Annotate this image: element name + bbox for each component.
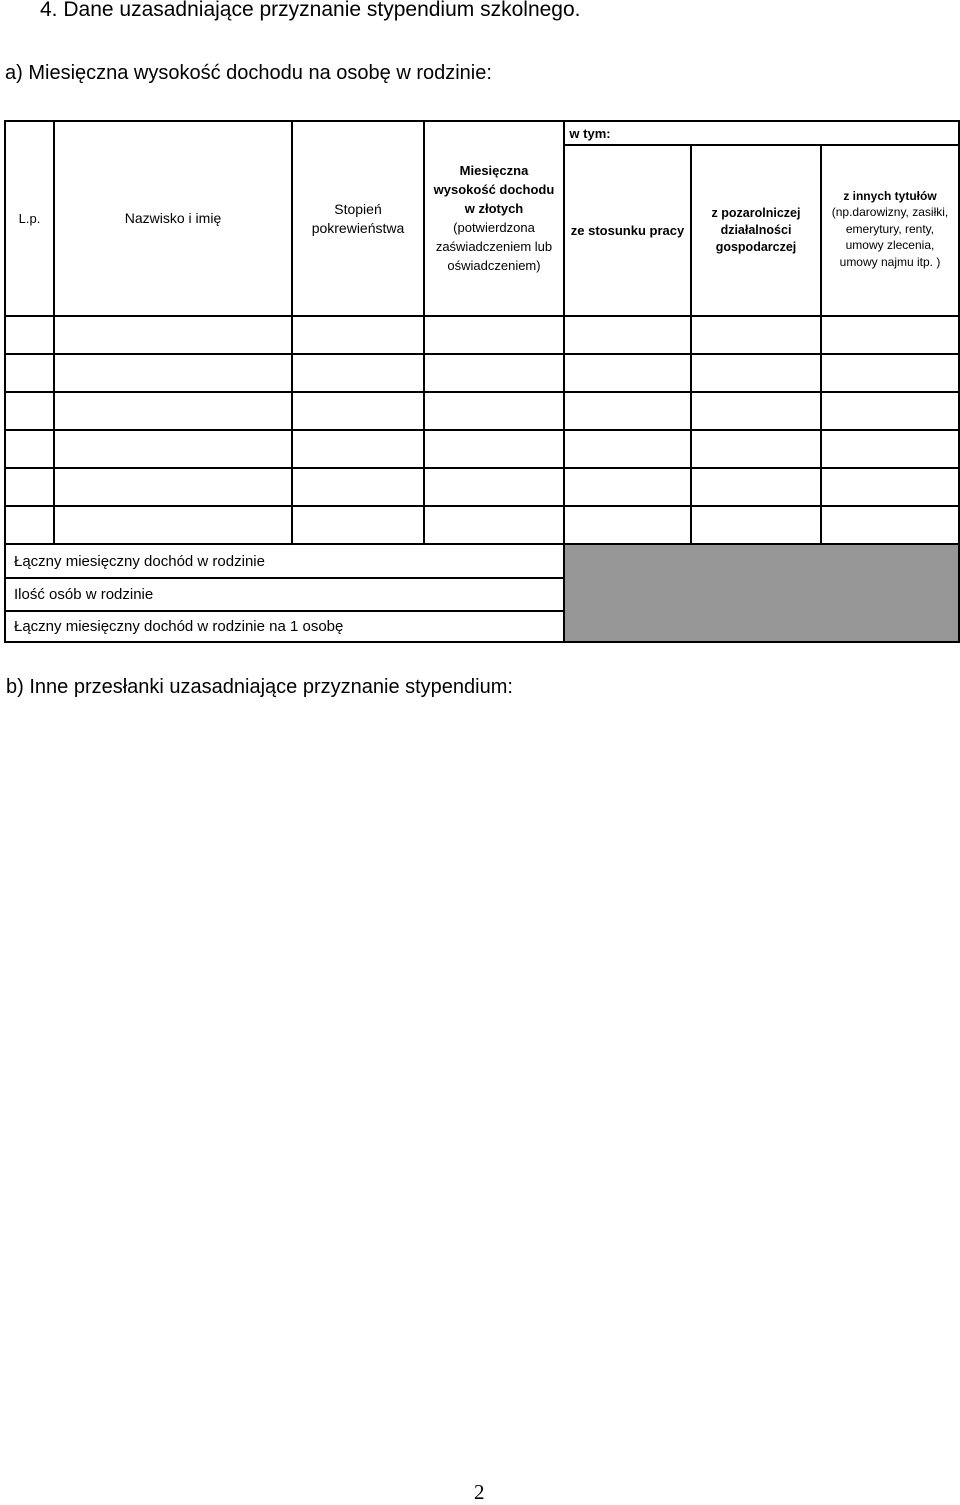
table-row[interactable] bbox=[6, 355, 958, 391]
header-other-line2: (np.darowizny, zasiłki, bbox=[831, 205, 949, 220]
table-line bbox=[5, 641, 960, 643]
header-relation bbox=[293, 122, 423, 315]
table-row[interactable] bbox=[6, 507, 958, 543]
header-business-line1: z pozarolniczej bbox=[711, 206, 801, 220]
header-lp bbox=[6, 198, 53, 238]
summary-total-income-label: Łączny miesięczny dochód w rodzinie bbox=[14, 552, 265, 570]
group-header-cell bbox=[565, 122, 615, 144]
header-business-line2: działalności bbox=[720, 223, 792, 237]
header-income-line1: Miesięczna bbox=[459, 163, 529, 178]
header-other-line1: z innych tytułów bbox=[843, 188, 937, 203]
header-income bbox=[425, 158, 563, 278]
table-row[interactable] bbox=[6, 393, 958, 429]
header-employment-label: ze stosunku pracy bbox=[570, 223, 685, 238]
summary-income-per-person-label: Łączny miesięczny dochód w rodzinie na 1 osobę bbox=[14, 618, 344, 635]
group-header-label: w tym: bbox=[569, 125, 611, 141]
summary-family-size bbox=[6, 579, 563, 610]
header-name bbox=[55, 122, 291, 315]
header-other bbox=[822, 184, 958, 274]
shaded-area bbox=[565, 544, 960, 642]
summary-total-income bbox=[6, 545, 563, 577]
header-other-line3: emerytury, renty, bbox=[845, 221, 935, 236]
header-income-line3: w złotych bbox=[464, 201, 524, 216]
header-relation-line1: Stopień bbox=[334, 200, 382, 217]
table-row[interactable] bbox=[6, 431, 958, 467]
table-row[interactable] bbox=[6, 317, 958, 353]
page-number: 2 bbox=[474, 1480, 485, 1504]
header-income-line6: oświadczeniem) bbox=[447, 258, 541, 273]
header-income-line5: zaświadczeniem lub bbox=[435, 239, 553, 254]
section-b-heading: b) Inne przesłanki uzasadniające przyznanie stypendium: bbox=[6, 676, 513, 698]
header-relation-line2: pokrewieństwa bbox=[311, 219, 405, 236]
summary-income-per-person bbox=[6, 612, 563, 641]
header-employment bbox=[565, 146, 690, 315]
header-other-line5: umowy najmu itp. ) bbox=[839, 254, 941, 269]
header-business bbox=[692, 146, 820, 315]
income-subheading: a) Miesięczna wysokość dochodu na osobę w rodzinie: bbox=[5, 62, 492, 84]
header-other-line4: umowy zlecenia, bbox=[845, 238, 935, 253]
section-heading: 4. Dane uzasadniające przyznanie stypendium szkolnego. bbox=[40, 0, 581, 21]
table-row[interactable] bbox=[6, 469, 958, 505]
header-business-line3: gospodarczej bbox=[715, 240, 797, 254]
header-name-label: Nazwisko i imię bbox=[124, 210, 222, 226]
header-income-line2: wysokość dochodu bbox=[433, 182, 555, 197]
summary-family-size-label: Ilość osób w rodzinie bbox=[14, 586, 154, 603]
header-lp-label: L.p. bbox=[18, 210, 41, 226]
header-income-line4: (potwierdzona bbox=[453, 220, 535, 235]
